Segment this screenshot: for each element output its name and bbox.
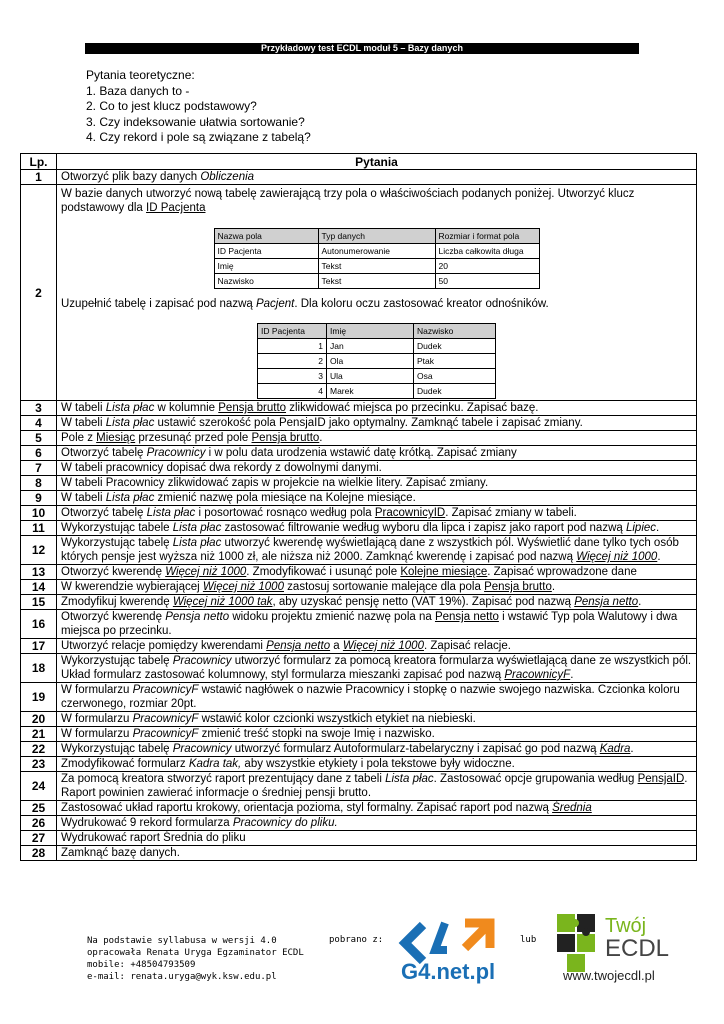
task-text: W tabeli Lista płac ustawić szerokość pola PensjaID jako optymalny. Zamknąć tabele i zapisać zmiany. — [57, 416, 697, 431]
mini-header: ID Pacjenta — [258, 324, 327, 339]
mini-cell: 3 — [258, 369, 327, 384]
task-row — [21, 446, 697, 461]
ecdl-url: www.twojecdl.pl — [563, 968, 655, 983]
task-number: 16 — [21, 610, 57, 639]
task-text: Wykorzystując tabelę Lista płac utworzyć kwerendę wyświetlającą dane z wszystkich pól. Wyświetlić dane tylko tych osób których pensje jest wyższa niż 1000 zł, ale niższa niż 2000. Zamknąć kwerendę i zapisać pod nazwą Więcej niż 1000. — [57, 536, 697, 565]
theory-question: 1. Baza danych to - — [86, 83, 190, 98]
footer-line: opracowała Renata Uryga Egzaminator ECDL — [87, 948, 304, 958]
task-number: 11 — [21, 521, 57, 536]
task-text: Otworzyć tabelę Lista płac i posortować rosnąco według pola PracownicyID. Zapisać zmiany w tabeli. — [57, 506, 697, 521]
task-number: 19 — [21, 683, 57, 712]
task-row — [21, 506, 697, 521]
task-number: 21 — [21, 727, 57, 742]
g4-arrow-icon — [405, 925, 423, 961]
tasks-table — [20, 153, 697, 861]
document-title: Przykładowy test ECDL moduł 5 – Bazy danych — [261, 43, 463, 53]
task-text: Wydrukować 9 rekord formularza Pracownicy do pliku. — [57, 816, 697, 831]
task-number: 22 — [21, 742, 57, 757]
mini-cell: Dudek — [414, 384, 496, 399]
mini-cell: 20 — [435, 259, 539, 274]
task-row — [21, 170, 697, 185]
lp-header: Lp. — [21, 154, 57, 170]
mini-cell: Imię — [214, 259, 318, 274]
theory-question: 2. Co to jest klucz podstawowy? — [86, 99, 257, 113]
mini-cell: 4 — [258, 384, 327, 399]
tasks-header-row — [21, 154, 697, 170]
task-text: W bazie danych utworzyć nową tabelę zawierającą trzy pola o właściwościach podanych poniżej. Utworzyć klucz podstawowy dla ID Pacjenta Nazwa pola Typ danych Rozmiar i format pola ID Pacjenta Autonumerowanie Liczba całkowita długa Imię Tekst 20 Nazwisko Tekst 50 Uzupełnić tabelę i zapisać pod nazwą Pacjent. Dla koloru oczu zastosować kreator odnośników. ID Pacjenta Imię Nazwisko 1 Jan Dudek 2 Ola Ptak 3 Ula Osa 4 Marek Dudek — [57, 185, 697, 401]
task-text: Otworzyć kwerendę Pensja netto widoku projektu zmienić nazwę pola na Pensja netto i wstawić Typ pola Walutowy i dwa miejsca po przecinku. — [57, 610, 697, 639]
task-text: W kwerendzie wybierającej Więcej niż 1000 zastosuj sortowanie malejące dla pola Pensja brutto. — [57, 580, 697, 595]
task-text: W tabeli Lista płac w kolumnie Pensja brutto zlikwidować miejsca po przecinku. Zapisać bazę. — [57, 401, 697, 416]
task-number: 25 — [21, 801, 57, 816]
task-row — [21, 742, 697, 757]
mini-cell: Ptak — [414, 354, 496, 369]
task-row — [21, 772, 697, 801]
task-number: 9 — [21, 491, 57, 506]
mini-cell: Autonumerowanie — [318, 244, 435, 259]
task-row — [21, 683, 697, 712]
task-row — [21, 757, 697, 772]
mini-header: Rozmiar i format pola — [435, 229, 539, 244]
task-text: Wykorzystując tabele Lista płac zastosować filtrowanie według wyboru dla lipca i zapisz jako raport pod nazwą Lipiec. — [57, 521, 697, 536]
task-number: 26 — [21, 816, 57, 831]
task-text: Wydrukować raport Średnia do pliku — [57, 831, 697, 846]
task-number: 18 — [21, 654, 57, 683]
task-text: W formularzu PracownicyF zmienić treść stopki na swoje Imię i nazwisko. — [57, 727, 697, 742]
task-number: 8 — [21, 476, 57, 491]
mini-header: Imię — [327, 324, 414, 339]
mini-cell: Osa — [414, 369, 496, 384]
task-number: 15 — [21, 595, 57, 610]
document-title-bar — [85, 43, 639, 54]
task-text: W formularzu PracownicyF wstawić kolor czcionki wszystkich etykiet na niebieski. — [57, 712, 697, 727]
task-row — [21, 416, 697, 431]
task-number: 27 — [21, 831, 57, 846]
footer-line: e-mail: renata.uryga@wyk.ksw.edu.pl — [87, 972, 277, 982]
mini-cell: Marek — [327, 384, 414, 399]
tasks-body — [21, 170, 697, 861]
g4-logo-text: G4.net.pl — [401, 959, 496, 984]
theory-question: 3. Czy indeksowanie ułatwia sortowanie? — [86, 114, 305, 129]
theory-question: 4. Czy rekord i pole są związane z tabelą? — [86, 130, 311, 144]
task-row — [21, 654, 697, 683]
task-row — [21, 521, 697, 536]
mini-header: Typ danych — [318, 229, 435, 244]
task-text: Zamknąć bazę danych. — [57, 846, 697, 861]
task-text: W tabeli Lista płac zmienić nazwę pola miesiące na Kolejne miesiące. — [57, 491, 697, 506]
pobrano-label: pobrano z: — [329, 935, 384, 945]
task-text: W tabeli pracownicy dopisać dwa rekordy z dowolnymi danymi. — [57, 461, 697, 476]
task-row — [21, 816, 697, 831]
footer-line: Na podstawie syllabusa w wersji 4.0 — [87, 936, 277, 946]
task-text: Otworzyć plik bazy danych Obliczenia — [57, 170, 697, 185]
task-number: 5 — [21, 431, 57, 446]
mini-cell: 2 — [258, 354, 327, 369]
mini-cell: 1 — [258, 339, 327, 354]
task-row — [21, 491, 697, 506]
task-number: 24 — [21, 772, 57, 801]
task-number: 6 — [21, 446, 57, 461]
task-text: Pole z Miesiąc przesunąć przed pole Pensja brutto. — [57, 431, 697, 446]
ecdl-logo-top: Twój — [605, 915, 647, 937]
task-text: Za pomocą kreatora stworzyć raport prezentujący dane z tabeli Lista płac. Zastosować opcje grupowania według PensjaID. Raport powinien zawierać informacje o średniej pensji brutto. — [57, 772, 697, 801]
theory-heading: Pytania teoretyczne: — [86, 68, 195, 82]
task-number: 3 — [21, 401, 57, 416]
task-number: 7 — [21, 461, 57, 476]
mini-cell: 50 — [435, 274, 539, 289]
task-row — [21, 431, 697, 446]
task-text: Utworzyć relacje pomiędzy kwerendami Pensja netto a Więcej niż 1000. Zapisać relacje. — [57, 639, 697, 654]
task-row — [21, 712, 697, 727]
mini-cell: Liczba całkowita długa — [435, 244, 539, 259]
task-row — [21, 639, 697, 654]
task-row — [21, 801, 697, 816]
mini-cell: Tekst — [318, 259, 435, 274]
task-number: 4 — [21, 416, 57, 431]
task-row — [21, 476, 697, 491]
task-text: Zastosować układ raportu krokowy, orientacja pozioma, styl formalny. Zapisać raport pod nazwą Średnia — [57, 801, 697, 816]
task-row — [21, 536, 697, 565]
task-number: 20 — [21, 712, 57, 727]
mini-cell: Nazwisko — [214, 274, 318, 289]
task-number: 1 — [21, 170, 57, 185]
task-text: W tabeli Pracownicy zlikwidować zapis w projekcie na wielkie litery. Zapisać zmiany. — [57, 476, 697, 491]
task-text: W formularzu PracownicyF wstawić nagłówek o nazwie Pracownicy i stopkę o nazwie swojego nazwiska. Czcionka koloru czerwonego, rozmiar 20pt. — [57, 683, 697, 712]
mini-cell: Jan — [327, 339, 414, 354]
task-text: Otworzyć tabelę Pracownicy i w polu data urodzenia wstawić datę krótką. Zapisać zmiany — [57, 446, 697, 461]
task-row — [21, 461, 697, 476]
mini-header: Nazwisko — [414, 324, 496, 339]
mini-cell: Ola — [327, 354, 414, 369]
task-text: Otworzyć kwerendę Więcej niż 1000. Zmodyfikować i usunąć pole Kolejne miesiące. Zapisać wprowadzone dane — [57, 565, 697, 580]
task-row — [21, 831, 697, 846]
mini-cell: Dudek — [414, 339, 496, 354]
puzzle-icon — [557, 914, 595, 972]
theory-questions — [86, 68, 311, 146]
g4-logo[interactable] — [395, 915, 510, 985]
task-number: 28 — [21, 846, 57, 861]
lub-label: lub — [520, 935, 537, 945]
task-row — [21, 595, 697, 610]
task-number: 23 — [21, 757, 57, 772]
task-number: 12 — [21, 536, 57, 565]
task-number: 17 — [21, 639, 57, 654]
task-text: Wykorzystując tabelę Pracownicy utworzyć formularz Autoformularz-tabelaryczny i zapisać go pod nazwą Kadra. — [57, 742, 697, 757]
mini-header: Nazwa pola — [214, 229, 318, 244]
task-row — [21, 580, 697, 595]
mini-cell: ID Pacjenta — [214, 244, 318, 259]
mini-cell: Tekst — [318, 274, 435, 289]
task-text: Zmodyfikuj kwerendę Więcej niż 1000 tak, aby uzyskać pensję netto (VAT 19%). Zapisać pod nazwą Pensja netto. — [57, 595, 697, 610]
task-number: 10 — [21, 506, 57, 521]
footer-line: mobile: +48504793509 — [87, 960, 196, 970]
footer-author — [87, 935, 304, 983]
task-number: 13 — [21, 565, 57, 580]
questions-header: Pytania — [57, 154, 697, 170]
task-row — [21, 727, 697, 742]
task-text: Wykorzystując tabelę Pracownicy utworzyć formularz za pomocą kreatora formularza wyświetlającą dane ze wszystkich pól. Układ formularz zastosować kolumnowy, styl formularza mieszanki zapisać pod nazwą PracownicyF. — [57, 654, 697, 683]
task-row — [21, 185, 697, 401]
task-number: 14 — [21, 580, 57, 595]
task-row — [21, 610, 697, 639]
twojecdl-logo[interactable] — [553, 910, 703, 985]
task-text: Zmodyfikować formularz Kadra tak, aby wszystkie etykiety i pola tekstowe były widoczne. — [57, 757, 697, 772]
task-row — [21, 846, 697, 861]
task-row — [21, 401, 697, 416]
ecdl-logo-mid: ECDL — [605, 935, 670, 962]
mini-cell: Ula — [327, 369, 414, 384]
task-number: 2 — [21, 185, 57, 401]
task-row — [21, 565, 697, 580]
